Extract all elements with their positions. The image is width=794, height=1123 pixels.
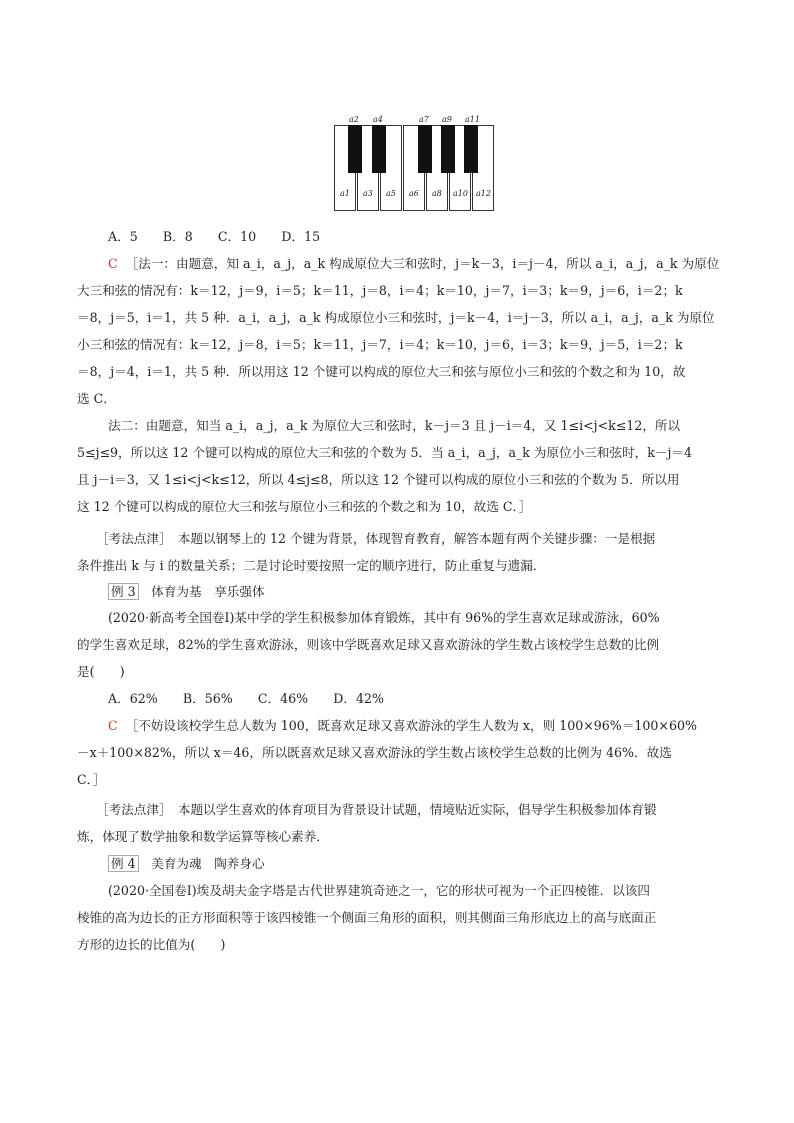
solution1-line4: 小三和弦的情况有：k＝12，j＝8，i＝5；k＝11，j＝7，i＝4；k＝10，j＝6，i＝3；k＝9，j＝5，i＝2；k bbox=[77, 337, 683, 352]
black-key-3 bbox=[418, 125, 432, 173]
solution2-line4: 这 12 个键可以构成的原位大三和弦与原位小三和弦的个数之和为 10，故选 C．］ bbox=[77, 499, 532, 514]
example-title: 美育为魂 陶养身心 bbox=[151, 856, 265, 871]
example3-question-line2: 的学生喜欢足球，82%的学生喜欢游泳，则该中学既喜欢足球又喜欢游泳的学生数占该校学生总数的比例 bbox=[77, 637, 660, 652]
example3-note-line2: 炼，体现了数学抽象和数学运算等核心素养． bbox=[77, 829, 329, 844]
black-key-label: a2 bbox=[349, 115, 359, 124]
black-key-1 bbox=[348, 125, 362, 173]
example3-question-line3: 是( ) bbox=[77, 664, 125, 679]
black-key-label: a7 bbox=[419, 115, 429, 124]
example3-solution-line2: －x＋100×82%，所以 x＝46，所以既喜欢足球又喜欢游泳的学生数占该校学生总数的比例为 46%．故选 bbox=[77, 745, 672, 760]
example3-note-line1: ［考法点津］ 本题以学生喜欢的体育项目为背景设计试题，情境贴近实际，倡导学生积极参加体育锻 bbox=[96, 802, 657, 817]
answer-letter: C bbox=[108, 256, 118, 271]
white-key-label: a5 bbox=[386, 189, 396, 198]
solution1-line1 bbox=[108, 254, 719, 274]
black-key-label: a4 bbox=[373, 115, 383, 124]
black-key-label: a11 bbox=[465, 115, 480, 124]
options-q1: A．5 B．8 C．10 D．15 bbox=[108, 229, 321, 244]
answer-letter: C bbox=[108, 718, 118, 733]
white-key-label: a3 bbox=[363, 189, 373, 198]
example3-question-line1: (2020·新高考全国卷Ⅰ)某中学的学生积极参加体育锻炼，其中有 96%的学生喜欢足球或游泳，60% bbox=[108, 610, 660, 625]
black-key-2 bbox=[372, 125, 386, 173]
solution1-line6: 选 C． bbox=[77, 391, 116, 406]
white-key-label: a12 bbox=[476, 189, 491, 198]
solution-text: ［法一：由题意，知 a_i，a_j，a_k 构成原位大三和弦时，j＝k－3，i＝j－4，所以 a_i，a_j，a_k 为原位 bbox=[125, 256, 720, 271]
note1-line2: 条件推出 k 与 i 的数量关系；二是讨论时要按照一定的顺序进行，防止重复与遗漏． bbox=[77, 558, 546, 573]
example-title: 体育为基 享乐强体 bbox=[151, 584, 265, 599]
example4-question-line3: 方形的边长的比值为( ) bbox=[77, 937, 226, 952]
solution2-line1: 法二：由题意，知当 a_i，a_j，a_k 为原位大三和弦时，k－j＝3 且 j－i＝4，又 1≤i<j<k≤12，所以 bbox=[108, 418, 681, 433]
solution1-line5: ＝8，j＝4，i＝1，共 5 种．所以用这 12 个键可以构成的原位大三和弦与原位小三和弦的个数之和为 10，故 bbox=[77, 364, 686, 379]
black-key-5 bbox=[464, 125, 478, 173]
example3-options: A．62% B．56% C．46% D．42% bbox=[108, 691, 384, 706]
note1-line1: ［考法点津］ 本题以钢琴上的 12 个键为背景，体现智育教育，解答本题有两个关键步骤：一是根据 bbox=[96, 531, 656, 546]
white-key-label: a6 bbox=[409, 189, 419, 198]
example4-question-line2: 棱锥的高为边长的正方形面积等于该四棱锥一个侧面三角形的面积，则其侧面三角形底边上的高与底面正 bbox=[77, 910, 657, 925]
example3-solution-line1 bbox=[108, 716, 697, 736]
solution1-line3: ＝8，j＝5，i＝1，共 5 种．a_i，a_j，a_k 构成原位小三和弦时，j＝k－4，i＝j－3，所以 a_i，a_j，a_k 为原位 bbox=[77, 310, 715, 325]
example-tag: 例 4 bbox=[108, 855, 139, 872]
black-key-label: a9 bbox=[442, 115, 452, 124]
white-key-label: a1 bbox=[340, 189, 350, 198]
solution-text: ［不妨设该校学生总人数为 100，既喜欢足球又喜欢游泳的学生人数为 x，则 100×96%＝100×60% bbox=[125, 718, 697, 733]
example3-solution-line3: C．］ bbox=[77, 772, 106, 787]
solution1-line2: 大三和弦的情况有：k＝12，j＝9，i＝5；k＝11，j＝8，i＝4；k＝10，j＝7，i＝3；k＝9，j＝6，i＝2；k bbox=[77, 283, 683, 298]
white-key-label: a10 bbox=[453, 189, 468, 198]
example4-question-line1: (2020·全国卷Ⅰ)埃及胡夫金字塔是古代世界建筑奇迹之一，它的形状可视为一个正四棱锥．以该四 bbox=[108, 883, 651, 898]
black-key-4 bbox=[441, 125, 455, 173]
piano-keyboard-figure bbox=[334, 115, 496, 213]
example-tag: 例 3 bbox=[108, 583, 139, 600]
solution2-line2: 5≤j≤9，所以这 12 个键可以构成的原位大三和弦的个数为 5．当 a_i，a_j，a_k 为原位小三和弦时，k－j＝4 bbox=[77, 445, 692, 460]
example4-heading bbox=[108, 854, 265, 874]
solution2-line3: 且 j－i＝3，又 1≤i<j<k≤12，所以 4≤j≤8，所以这 12 个键可以构成的原位小三和弦的个数为 5．所以用 bbox=[77, 472, 680, 487]
example3-heading bbox=[108, 582, 265, 602]
white-key-label: a8 bbox=[432, 189, 442, 198]
